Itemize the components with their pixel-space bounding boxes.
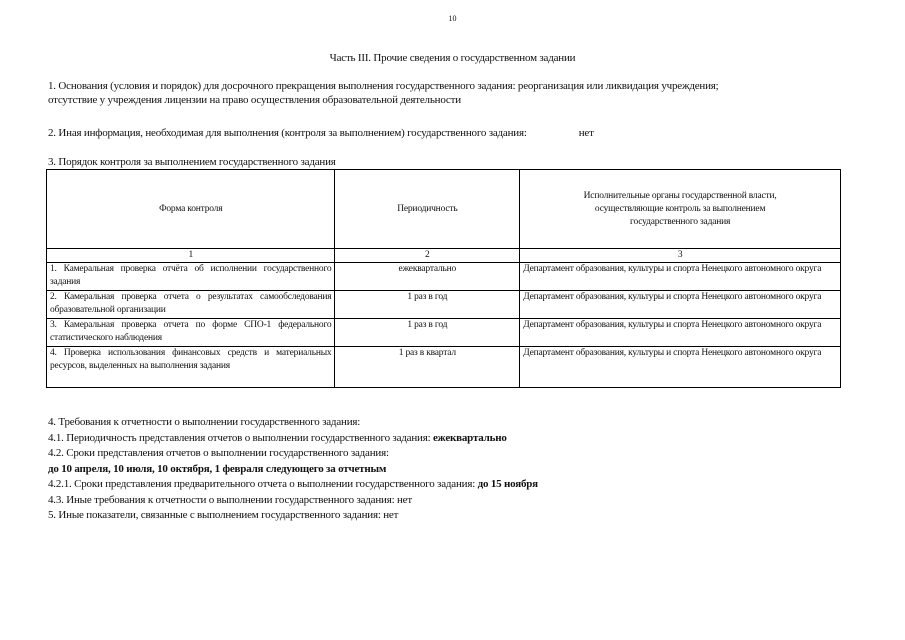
section-4-title: 4. Требования к отчетности о выполнении государственного задания: bbox=[48, 416, 361, 428]
section-2-value: нет bbox=[578, 127, 594, 139]
column-number: 1 bbox=[47, 249, 335, 263]
cell-period: ежеквартально bbox=[335, 263, 520, 291]
section-4-1-text: 4.1. Периодичность представления отчетов о выполнении государственного задания: bbox=[48, 431, 431, 444]
cell-form: 2. Камеральная проверка отчета о результатах самообследования образовательной организации bbox=[47, 291, 335, 319]
section-4-2-1-text: 4.2.1. Сроки представления предварительного отчета о выполнении государственного задания: bbox=[48, 478, 476, 490]
section-4-5 bbox=[48, 415, 868, 524]
cell-body: Департамент образования, культуры и спорта Ненецкого автономного округа bbox=[520, 319, 841, 347]
section-4-3: 4.3. Иные требования к отчетности о выполнении государственного задания: нет bbox=[48, 493, 412, 506]
section-4-2-text: 4.2. Сроки представления отчетов о выполнении государственного задания: bbox=[48, 447, 389, 459]
table-row bbox=[47, 319, 841, 347]
column-number: 2 bbox=[335, 249, 520, 263]
section-5: 5. Иные показатели, связанные с выполнением государственного задания: нет bbox=[48, 509, 399, 521]
section-1 bbox=[48, 79, 848, 107]
section-4-2-1-value: до 15 ноября bbox=[477, 478, 538, 490]
section-4-1-value: ежеквартально bbox=[433, 431, 507, 444]
cell-form: 1. Камеральная проверка отчёта об исполнении государственного задания bbox=[47, 263, 335, 291]
section-2 bbox=[48, 126, 848, 140]
cell-body: Департамент образования, культуры и спорта Ненецкого автономного округа bbox=[520, 347, 841, 388]
header-periodicity: Периодичность bbox=[335, 170, 520, 249]
part-title: Часть III. Прочие сведения о государственном задании bbox=[329, 52, 576, 64]
section-2-text: 2. Иная информация, необходимая для выполнения (контроля за выполнением) государственного задания: bbox=[48, 127, 527, 139]
header-form: Форма контроля bbox=[47, 170, 335, 249]
column-number-row bbox=[47, 249, 841, 263]
table-row bbox=[47, 263, 841, 291]
cell-body: Департамент образования, культуры и спорта Ненецкого автономного округа bbox=[520, 263, 841, 291]
section-4-2-1 bbox=[48, 477, 868, 493]
section-3-title: 3. Порядок контроля за выполнением государственного задания bbox=[48, 156, 336, 168]
header-bodies-text: Исполнительные органы государственной власти, осуществляющие контроль за выполнением государственного задания bbox=[583, 190, 777, 227]
cell-period: 1 раз в год bbox=[335, 291, 520, 319]
cell-form: 4. Проверка использования финансовых средств и материальных ресурсов, выделенных на выполнения задания bbox=[47, 347, 335, 388]
cell-body: Департамент образования, культуры и спорта Ненецкого автономного округа bbox=[520, 291, 841, 319]
table-row bbox=[47, 347, 841, 388]
section-4-1 bbox=[48, 431, 868, 447]
header-bodies bbox=[520, 170, 841, 249]
control-table bbox=[46, 169, 841, 388]
table-header-row bbox=[47, 170, 841, 249]
cell-period: 1 раз в год bbox=[335, 319, 520, 347]
section-4-2-value: до 10 апреля, 10 июля, 10 октября, 1 февраля следующего за отчетным bbox=[48, 462, 387, 475]
section-1-line-2: отсутствие у учреждения лицензии на право осуществления образовательной деятельности bbox=[48, 94, 461, 106]
table-row bbox=[47, 291, 841, 319]
cell-form: 3. Камеральная проверка отчета по форме СПО-1 федерального статистического наблюдения bbox=[47, 319, 335, 347]
page-number: 10 bbox=[448, 14, 457, 23]
section-1-line-1: 1. Основания (условия и порядок) для досрочного прекращения выполнения государственного задания: реорганизация или ликвидация учреждения; bbox=[48, 80, 719, 92]
cell-period: 1 раз в квартал bbox=[335, 347, 520, 388]
column-number: 3 bbox=[520, 249, 841, 263]
